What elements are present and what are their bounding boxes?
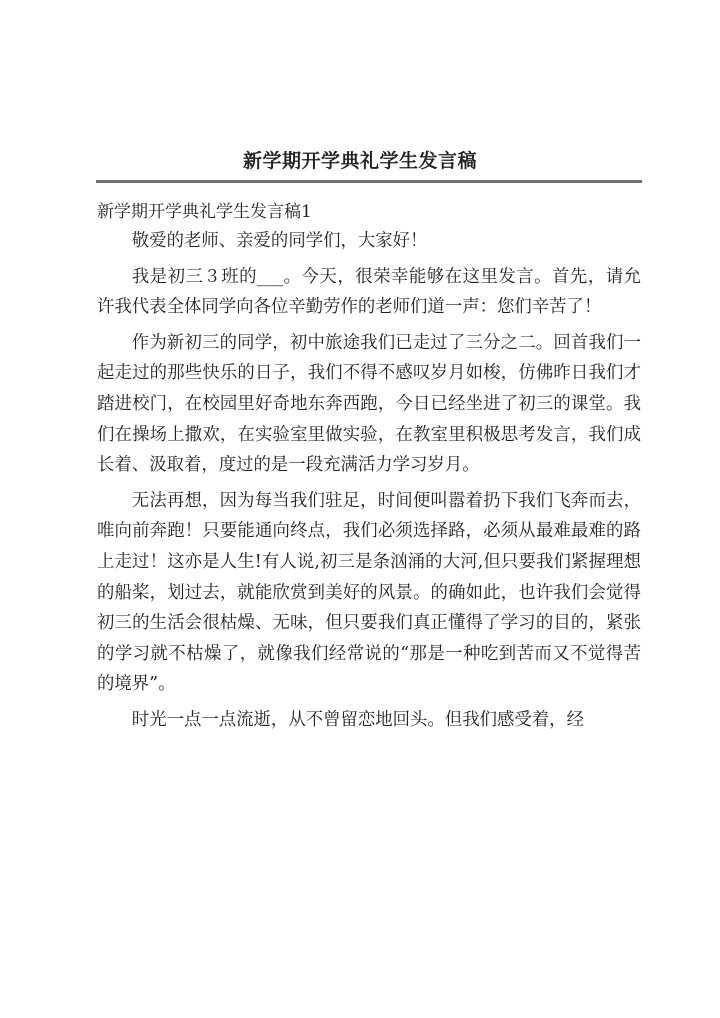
- paragraph-time: 时光一点一点流逝，从不曾留恋地回头。但我们感受着，经: [131, 709, 584, 730]
- title-divider: [96, 180, 642, 183]
- paragraph-reflection: 作为新初三的同学，初中旅途我们已走过了三分之二。回首我们一起走过的那些快乐的日子，我们不得不感叹岁月如梭，仿佛昨日我们才踏进校门，在校园里好奇地东奔西跑，今日已经坐进了初三的课堂。我们在操场上撒欢，在实验室里做实验，在教室里积极思考发言，我们成长着、汲取着，度过的是一段充满活力学习岁月。: [97, 332, 641, 476]
- document-body: [97, 226, 641, 741]
- paragraph-running: 无法再想，因为每当我们驻足，时间便叫嚣着扔下我们飞奔而去，唯向前奔跑！只要能通向终点，我们必须选择路，必须从最难最难的路上走过！这亦是人生!有人说,初三是条汹涌的大河,但只要我们紧握理想的船桨，划过去，就能欣赏到美好的风景。的确如此，也许我们会觉得初三的生活会很枯燥、无味，但只要我们真正懂得了学习的目的，紧张的学习就不枯燥了，就像我们经常说的“那是一种吃到苦而又不觉得苦的境界”。: [97, 490, 641, 695]
- section-heading: 新学期开学典礼学生发言稿1: [97, 202, 312, 222]
- document-title: 新学期开学典礼学生发言稿: [242, 150, 477, 172]
- paragraph-intro: 我是初三３班的___。今天，很荣幸能够在这里发言。首先，请允许我代表全体同学向各位辛勤劳作的老师们道一声：您们辛苦了！: [97, 266, 641, 318]
- paragraph-greeting: 敬爱的老师、亲爱的同学们，大家好！: [131, 231, 428, 251]
